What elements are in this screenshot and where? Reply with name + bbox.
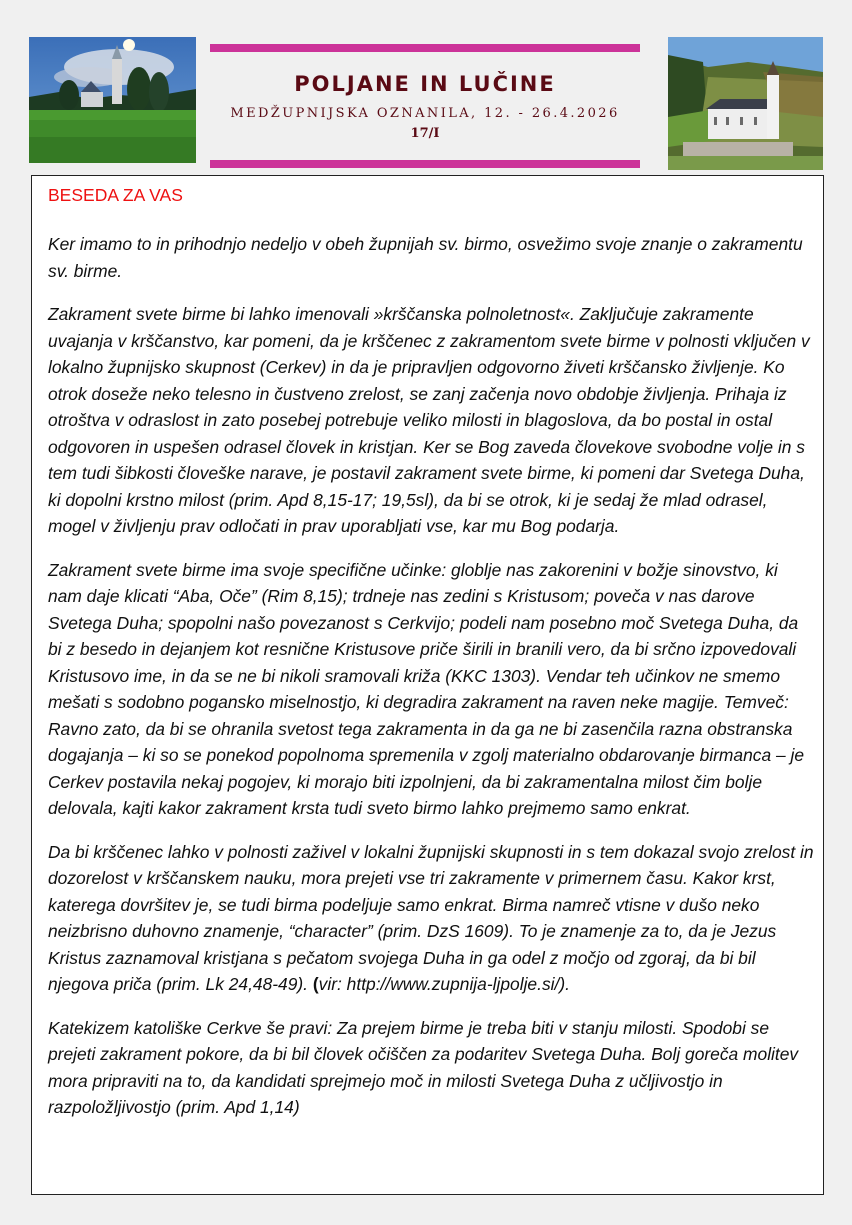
source-citation: vir: http://www.zupnija-ljpolje.si/).	[318, 974, 570, 994]
article-paragraph-with-source	[48, 839, 816, 998]
article-paragraph-text: Da bi krščenec lahko v polnosti zaživel v lokalni župnijski skupnosti in s tem dokazal svojo zrelost in dozorelost v krščanskem nauku, mora prejeti vse tri zakramente v primernem času. Kakor krst, katerega dovršitev je, se tudi birma podeljuje samo enkrat. Birma namreč vtisne v dušo neko neizbrisno duhovno znamenje, “character” (prim. DzS 1609). To je znamenje za to, da je Jezus Kristus zaznamoval kristjana s pečatom svojega Duha in ga odel z močjo od zgoraj, da bi bil njegova priča (prim. Lk 24,48-49).	[48, 841, 814, 994]
title-bottom-rule	[210, 160, 640, 168]
article-paragraph: Zakrament svete birme bi lahko imenovali »krščanska polnoletnost«. Zaključuje zakramente uvajanja v krščanstvo, kar pomeni, da je krščenec z zakramentom svete birme v polnosti vključen v lokalno župnijsko skupnost (Cerkev) in da je pripravljen odgovorno živeti krščansko življenje. Ko otrok doseže neko telesno in čustveno zrelost, se zanj začenja novo obdobje življenja. Prihaja iz otroštva v odraslost in zato posebej potrebuje veliko milosti in blagoslova, da bo postal in ostal odgovoren in uspešen odrasel človek in kristjan. Ker se Bog zaveda človekove svobodne volje in s tem tudi šibkosti človeške narave, je postavil zakrament svete birme, ki pomeni dar Svetega Duha, ki dopolni krstno milost (prim. Apd 8,15-17; 19,5sl), da bi se otrok, ki je sedaj že mlad odrasel, mogel v življenju prav odločati in prav uporabljati vse, kar mu Bog podarja.	[48, 304, 810, 536]
newsletter-title-block	[210, 44, 640, 168]
church-on-hillside-photo	[668, 37, 823, 170]
article-paragraph: Katekizem katoliške Cerkve še pravi: Za prejem birme je treba biti v stanju milosti. Spodobi se prejeti zakrament pokore, da bi bil človek očiščen za podaritev Svetega Duha. Bolj goreča molitev mora pripraviti na to, da kandidati sprejmejo moč in milosti Svetega Duha z učljivostjo in razpoložljivostjo (prim. Apd 1,14)	[48, 1017, 799, 1117]
article-body	[48, 231, 816, 1138]
section-heading: BESEDA ZA VAS	[48, 185, 183, 205]
article-box	[31, 175, 824, 1195]
article-paragraph: Ker imamo to in prihodnjo nedeljo v obeh župnijah sv. birmo, osvežimo svoje znanje o zakramentu sv. birme.	[48, 234, 803, 281]
newsletter-header	[0, 0, 852, 175]
title-top-rule	[210, 44, 640, 52]
newsletter-subtitle: MEDŽUPNIJSKA OZNANILA, 12. - 26.4.2026	[230, 106, 620, 121]
article-paragraph: Zakrament svete birme ima svoje specifične učinke: globlje nas zakorenini v božje sinovstvo, ki nam daje klicati “Aba, Oče” (Rim 8,15); trdneje nas zedini s Kristusom; poveča v nas darove Svetega Duha; spopolni našo povezanost s Cerkvijo; podeli nam posebno moč Svetega Duha, da bi z besedo in dejanjem kot resnične Kristusove priče širili in branili vero, da bi srčno izpovedovali Kristusovo ime, in da se ne bi nikoli sramovali križa (KKC 1303). Vendar teh učinkov ne smemo mešati s sodobno pogansko miselnostjo, ki degradira zakrament na raven neke magije. Temveč: Ravno zato, da bi se ohranila svetost tega zakramenta in da ga ne bi zasenčila razna obstranska dogajanja – ki so se ponekod popolnoma spremenila v zgolj materialno obdarovanje birmanca – je Cerkev postavila nekaj pogojev, ki morajo biti izpolnjeni, da bi zakramentalna milost čim bolje delovala, kajti kakor zakrament krsta tudi sveto birmo lahko prejmemo samo enkrat.	[48, 559, 804, 818]
church-in-meadow-photo	[29, 37, 196, 163]
newsletter-title: POLJANE IN LUČINE	[294, 72, 556, 96]
issue-number: 17/I	[410, 126, 440, 141]
source-open-paren: (	[312, 974, 319, 994]
